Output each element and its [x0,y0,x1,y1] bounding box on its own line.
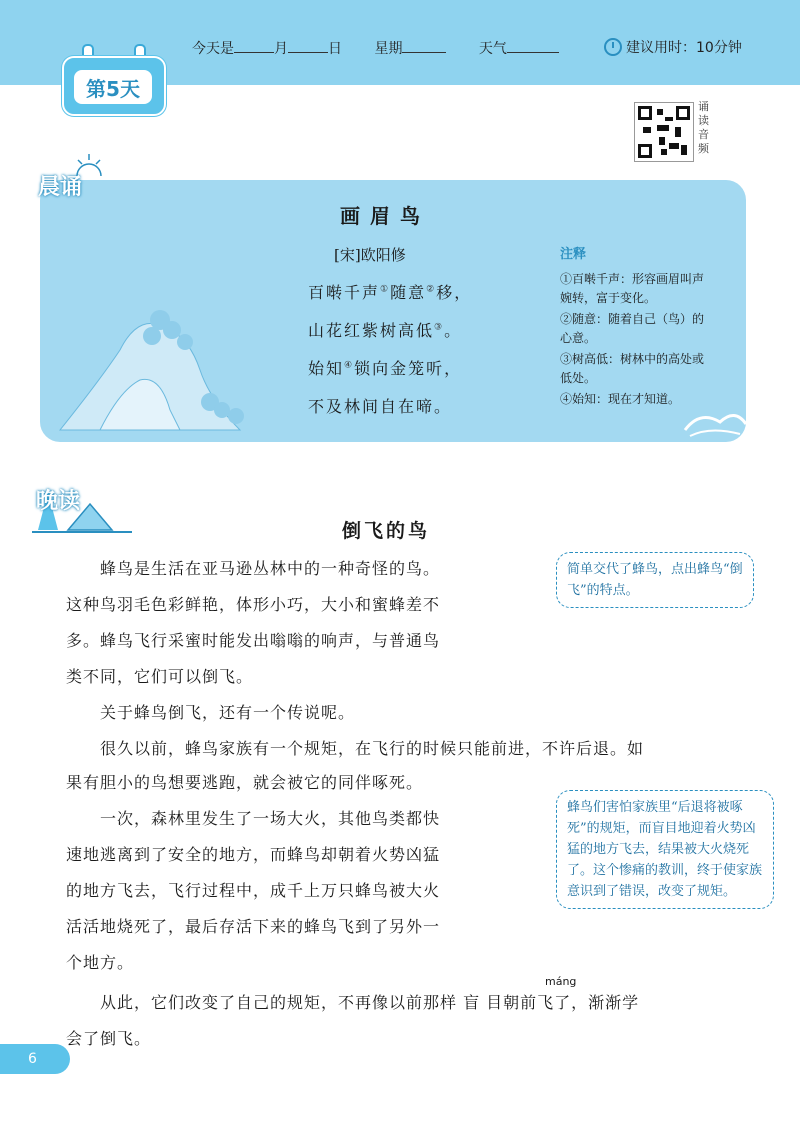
time-hint-text: 建议用时：10分钟 [626,40,742,56]
story-line: 蜂鸟是生活在亚马逊丛林中的一种奇怪的鸟。 [66,559,441,578]
weekday-blank[interactable] [402,40,446,53]
note-item: ②随意：随着自己（鸟）的心意。 [560,312,705,345]
day-label: 第5天 [74,70,152,104]
story-line: 从此，它们改变了自己的规矩，不再像以前那样 盲 目朝前飞了，渐渐学 [66,993,640,1012]
weekday-label: 星期 [374,41,403,57]
today-prefix: 今天是 [192,41,234,57]
day-blank[interactable] [288,40,328,53]
day-label-text: 日 [328,41,342,57]
qr-label: 诵读音频 [698,100,709,155]
poem-title: 画眉鸟 [340,204,430,228]
notes-title: 注释 [560,247,587,262]
note-item: ③树高低：树林中的高处或低处。 [560,352,705,385]
story-line: 果有胆小的鸟想要逃跑，就会被它的同伴啄死。 [66,773,424,792]
weather-label: 天气 [478,41,507,57]
poem-line: 不及林间自在啼。 [308,397,453,416]
morning-tag: 晨诵 [38,175,83,200]
story-line: 关于蜂鸟倒飞，还有一个传说呢。 [66,703,356,722]
poem-line: 始知④锁向金笼听， [308,359,463,378]
story-line: 个地方。 [66,953,135,972]
qr-code[interactable] [634,102,694,162]
story-line: 这种鸟羽毛色彩鲜艳，体形小巧，大小和蜜蜂差不 [66,595,441,614]
month-label: 月 [274,41,288,57]
month-blank[interactable] [234,40,274,53]
time-hint [604,37,742,57]
story-title: 倒飞的鸟 [342,520,431,542]
story-line: 很久以前，蜂鸟家族有一个规矩，在飞行的时候只能前进，不许后退。如 [66,739,645,758]
story-line: 速地逃离到了安全的地方，而蜂鸟却朝着火势凶猛 [66,845,441,864]
story-line: 活活地烧死了，最后存活下来的蜂鸟飞到了另外一 [66,917,441,936]
clock-icon [604,38,622,56]
landscape-illustration [40,180,260,442]
page-number: 6 [0,1044,70,1074]
date-fields [192,38,559,58]
story-line: 类不同，它们可以倒飞。 [66,667,254,686]
story-line: 的地方飞去，飞行过程中，成千上万只蜂鸟被大火 [66,881,441,900]
weather-blank[interactable] [507,40,559,53]
story-line: 一次，森林里发生了一场大火，其他鸟类都快 [66,809,441,828]
story-line: 多。蜂鸟飞行采蜜时能发出嗡嗡的响声，与普通鸟 [66,631,441,650]
callout-note: 蜂鸟们害怕家族里“后退将被啄死”的规矩，而盲目地迎着火势凶猛的地方飞去，结果被大火烧死了。这个惨痛的教训，终于使家族意识到了错误，改变了规矩。 [556,790,774,909]
note-item: ①百啭千声：形容画眉叫声婉转，富于变化。 [560,272,705,305]
note-item: ④始知：现在才知道。 [560,392,681,406]
callout-note: 简单交代了蜂鸟，点出蜂鸟“倒飞”的特点。 [556,552,754,608]
poem-line: 百啭千声①随意②移， [308,283,473,302]
pinyin-annotation: máng [545,975,577,988]
poem-line: 山花红紫树高低③。 [308,321,463,340]
story-line: 会了倒飞。 [66,1029,152,1048]
evening-tag: 晚读 [36,489,81,514]
poem-author: [宋]欧阳修 [334,246,406,264]
